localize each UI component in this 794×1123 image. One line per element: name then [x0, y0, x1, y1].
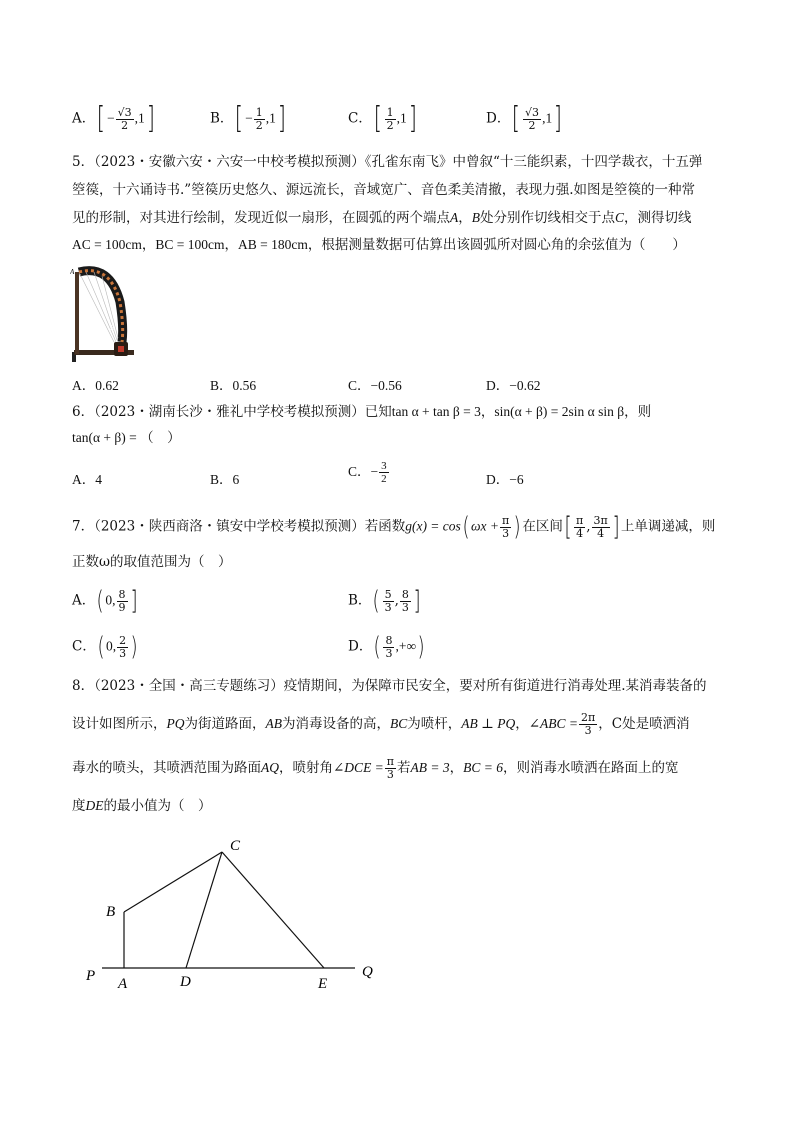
q8-line-1: 8．（2023・全国・高三专题练习）疫情期间，为保障市民安全，要对所有街道进行消毒处理.某消毒装备的 [72, 678, 707, 694]
q4-option-b: B．[ − $\frac{1}{2}$ ,1] [210, 101, 286, 136]
q5-line-2: 箜篌，十六诵诗书.”箜篌历史悠久、源远流长，音域宽广、音色柔美清撤，表现力强.如图是箜篌的一种常 [72, 182, 695, 198]
q8-geometry-figure [80, 830, 390, 995]
q8-line-4: 度DE的最小值为（ ） [72, 798, 212, 814]
konghou-harp-image [70, 262, 142, 364]
label-a: A [118, 976, 128, 992]
label-e: E [318, 976, 328, 992]
label-b: B [106, 904, 116, 920]
q5-line-1: 5．（2023・安徽六安・六安一中校考模拟预测）《孔雀东南飞》中曾叙“十三能织素，十四学裁衣，十五弹 [72, 154, 703, 170]
q6-line-2: tan(α + β) = （ ） [72, 430, 181, 445]
q7-option-d: D．( $\frac{8}{3}$ ,+∞) [348, 632, 425, 662]
harp-label-a: A [70, 268, 75, 276]
q7-line-2: 正数ω的取值范围为（ ） [72, 554, 232, 570]
q5-option-d: D．−0.62 [486, 378, 541, 393]
q5-option-c: C．−0.56 [348, 378, 402, 393]
harp-label-b: B [110, 324, 115, 332]
q5-line-4: AC = 100cm，BC = 100cm，AB = 180cm，根据测量数据可估算出该圆弧所对圆心角的余弦值为（ ） [72, 237, 686, 253]
q6-option-d: D．−6 [486, 472, 524, 487]
label-p: P [86, 968, 96, 984]
q5-option-a: A．0.62 [72, 378, 119, 393]
q7-line-1: 7．（2023・陕西商洛・镇安中学校考模拟预测）若函数g(x) = cos( ωx + $\frac{\pi}{3}$ ) 在区间[ $\frac{\pi}{4}$ , $\frac{3\pi}{4}$ ] 上单调递减，则 [72, 512, 716, 542]
q5-line-3: 见的形制，对其进行绘制，发现近似一扇形，在圆弧的两个端点A，B处分别作切线相交于点C，测得切线 [72, 210, 692, 226]
q4-option-c: C．[ $\frac{1}{2}$ ,1] [348, 101, 417, 136]
q5-option-b: B．0.56 [210, 378, 257, 393]
q6-option-a: A．4 [72, 472, 102, 487]
q7-option-c: C．( 0, $\frac{2}{3}$ ) [72, 632, 138, 662]
q8-line-2: 设计如图所示，PQ为街道路面，AB为消毒设备的高，BC为喷杆，AB ⊥ PQ，∠ABC = $\frac{2\pi}{3}$ ，C处是喷洒消 [72, 711, 690, 737]
label-q: Q [362, 964, 373, 980]
q4-option-a: A．[ − $\frac{√3}{2}$ ,1] [72, 101, 155, 136]
label-d: D [180, 974, 191, 990]
q6-line-1: 6．（2023・湖南长沙・雅礼中学校考模拟预测）已知tan α + tan β = 3，sin(α + β) = 2sin α sin β，则 [72, 404, 652, 420]
q7-option-b: B．( $\frac{5}{3}$ , $\frac{8}{3}$ ] [348, 586, 421, 616]
q4-option-d: D．[ $\frac{√3}{2}$ ,1] [486, 101, 563, 136]
label-c: C [230, 838, 241, 854]
segment-ce [222, 852, 324, 968]
q7-option-a: A．( 0, $\frac{8}{9}$ ] [72, 586, 138, 616]
segment-cd [186, 852, 222, 968]
q6-option-c: C．− $\frac{3}{2}$ [348, 460, 387, 486]
segment-bc [124, 852, 222, 912]
q6-option-b: B．6 [210, 472, 240, 487]
q8-line-3: 毒水的喷头，其喷洒范围为路面AQ，喷射角∠DCE = $\frac{\pi}{3}$ 若AB = 3，BC = 6，则消毒水喷洒在路面上的宽 [72, 755, 679, 781]
